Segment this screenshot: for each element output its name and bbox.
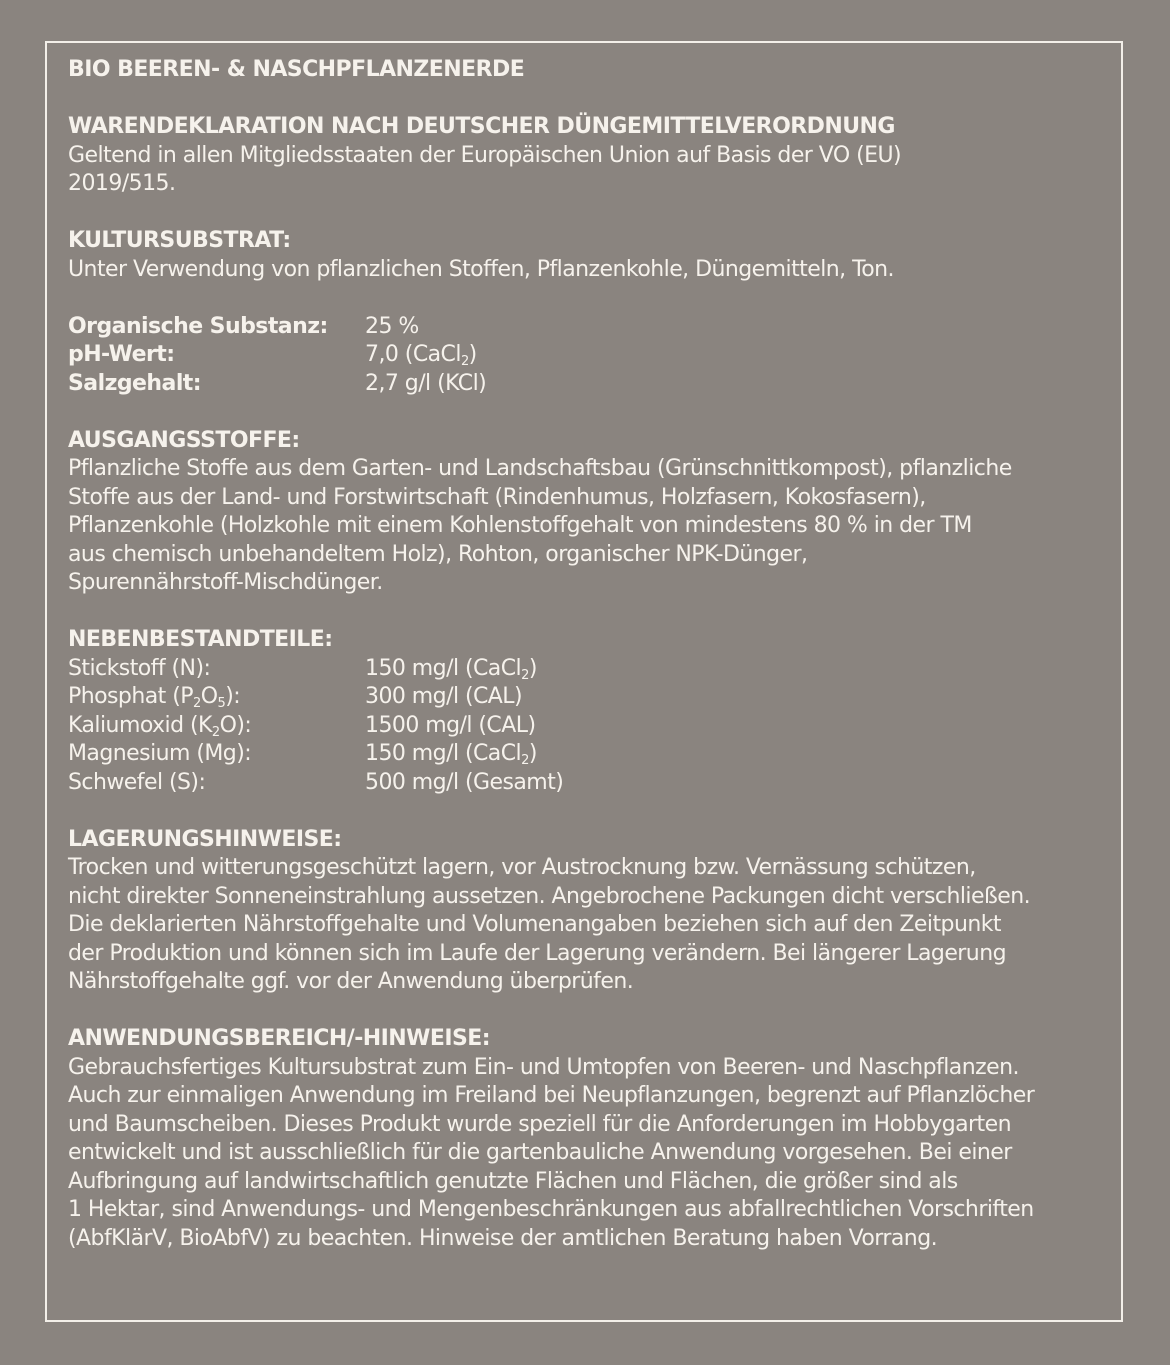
anwendung-section	[68, 1025, 1113, 1253]
ausgangsstoffe-line: Pflanzliche Stoffe aus dem Garten- und Landschaftsbau (Grünschnittkompost), pflanzliche	[68, 456, 1012, 481]
ausgangsstoffe-line: Spurennährstoff-Mischdünger.	[68, 570, 383, 595]
property-value: 2,7 g/l (KCl)	[365, 370, 487, 396]
nutrient-row	[68, 683, 1113, 712]
anwendung-line: Aufbringung auf landwirtschaftlich genutzte Flächen und Flächen, die größer sind als	[68, 1168, 958, 1194]
ausgangsstoffe-line: Pflanzenkohle (Holzkohle mit einem Kohlenstoffgehalt von mindestens 80 % in der TM	[68, 513, 972, 538]
nutrient-row	[68, 740, 1113, 769]
property-row	[68, 341, 1113, 370]
nutrient-row	[68, 769, 1113, 798]
declaration-heading: WARENDEKLARATION NACH DEUTSCHER DÜNGEMITTELVERORDNUNG	[68, 114, 895, 139]
property-label: pH-Wert:	[68, 342, 175, 367]
properties-section	[68, 313, 1113, 399]
anwendung-line: 1 Hektar, sind Anwendungs- und Mengenbeschränkungen aus abfallrechtlichen Vorschriften	[68, 1197, 1034, 1222]
property-row	[68, 370, 1113, 399]
anwendung-line: Gebrauchsfertiges Kultursubstrat zum Ein- und Umtopfen von Beeren- und Naschpflanzen.	[68, 1054, 1019, 1080]
property-value: 7,0 (CaCl$_2$)	[365, 342, 477, 369]
declaration-label	[68, 56, 1113, 1253]
nebenbestandteile-section	[68, 626, 1113, 797]
lagerung-line: Die deklarierten Nährstoffgehalte und Volumenangaben beziehen sich auf den Zeitpunkt	[68, 912, 1002, 937]
nutrient-label: Kaliumoxid $(K_2O)$:	[68, 712, 252, 740]
nutrient-value: 1500 mg/l (CAL)	[365, 712, 536, 738]
lagerung-section	[68, 826, 1113, 997]
kultursubstrat-text: Unter Verwendung von pflanzlichen Stoffen, Pflanzenkohle, Düngemitteln, Ton.	[68, 256, 894, 282]
lagerung-line: nicht direkter Sonneneinstrahlung aussetzen. Angebrochene Packungen dicht verschließen.	[68, 883, 1031, 909]
nutrient-row	[68, 712, 1113, 741]
nutrient-value: 300 mg/l (CAL)	[365, 684, 523, 709]
ausgangsstoffe-section	[68, 427, 1113, 598]
anwendung-heading: ANWENDUNGSBEREICH/-HINWEISE:	[68, 1026, 491, 1051]
property-row	[68, 313, 1113, 342]
property-label: Salzgehalt:	[68, 370, 202, 396]
anwendung-line: Auch zur einmaligen Anwendung im Freiland bei Neupflanzungen, begrenzt auf Pflanzlöcher	[68, 1083, 1035, 1108]
nebenbestandteile-heading: NEBENBESTANDTEILE:	[68, 627, 333, 652]
anwendung-line: und Baumscheiben. Dieses Produkt wurde speziell für die Anforderungen im Hobbygarten	[68, 1111, 1011, 1137]
nutrient-label: Schwefel (S):	[68, 769, 206, 795]
ausgangsstoffe-line: aus chemisch unbehandeltem Holz), Rohton, organischer NPK-Dünger,	[68, 541, 808, 567]
nutrient-label: Phosphat $(P_2O_5)$:	[68, 684, 241, 711]
ausgangsstoffe-line: Stoffe aus der Land- und Forstwirtschaft (Rindenhumus, Holzfasern, Kokosfasern),	[68, 484, 926, 510]
kultursubstrat-heading: KULTURSUBSTRAT:	[68, 228, 291, 253]
declaration-section	[68, 113, 1113, 199]
nutrient-label: Magnesium (Mg):	[68, 741, 252, 766]
lagerung-line: der Produktion und können sich im Laufe der Lagerung verändern. Bei längerer Lagerung	[68, 940, 1007, 966]
kultursubstrat-section	[68, 227, 1113, 284]
anwendung-line: (AbfKlärV, BioAbfV) zu beachten. Hinweise der amtlichen Beratung haben Vorrang.	[68, 1225, 938, 1251]
anwendung-line: entwickelt und ist ausschließlich für die gartenbauliche Anwendung vorgesehen. Bei einer	[68, 1140, 1012, 1165]
property-label: Organische Substanz:	[68, 313, 328, 339]
nutrient-row	[68, 655, 1113, 684]
ausgangsstoffe-heading: AUSGANGSSTOFFE:	[68, 427, 300, 453]
declaration-line: 2019/515.	[68, 171, 176, 196]
nutrient-value: 150 mg/l (CaCl$_2$)	[365, 741, 537, 768]
nutrient-value: 150 mg/l (CaCl$_2$)	[365, 655, 537, 683]
nutrient-label: Stickstoff (N):	[68, 655, 211, 681]
lagerung-line: Trocken und witterungsgeschützt lagern, vor Austrocknung bzw. Vernässung schützen,	[68, 855, 976, 880]
product-title: BIO BEEREN- & NASCHPFLANZENERDE	[68, 57, 525, 82]
property-value: 25 %	[365, 313, 419, 339]
declaration-line: Geltend in allen Mitgliedsstaaten der Europäischen Union auf Basis der VO (EU)	[68, 142, 902, 168]
nutrient-value: 500 mg/l (Gesamt)	[365, 769, 564, 795]
lagerung-line: Nährstoffgehalte ggf. vor der Anwendung überprüfen.	[68, 969, 634, 994]
lagerung-heading: LAGERUNGSHINWEISE:	[68, 826, 342, 852]
